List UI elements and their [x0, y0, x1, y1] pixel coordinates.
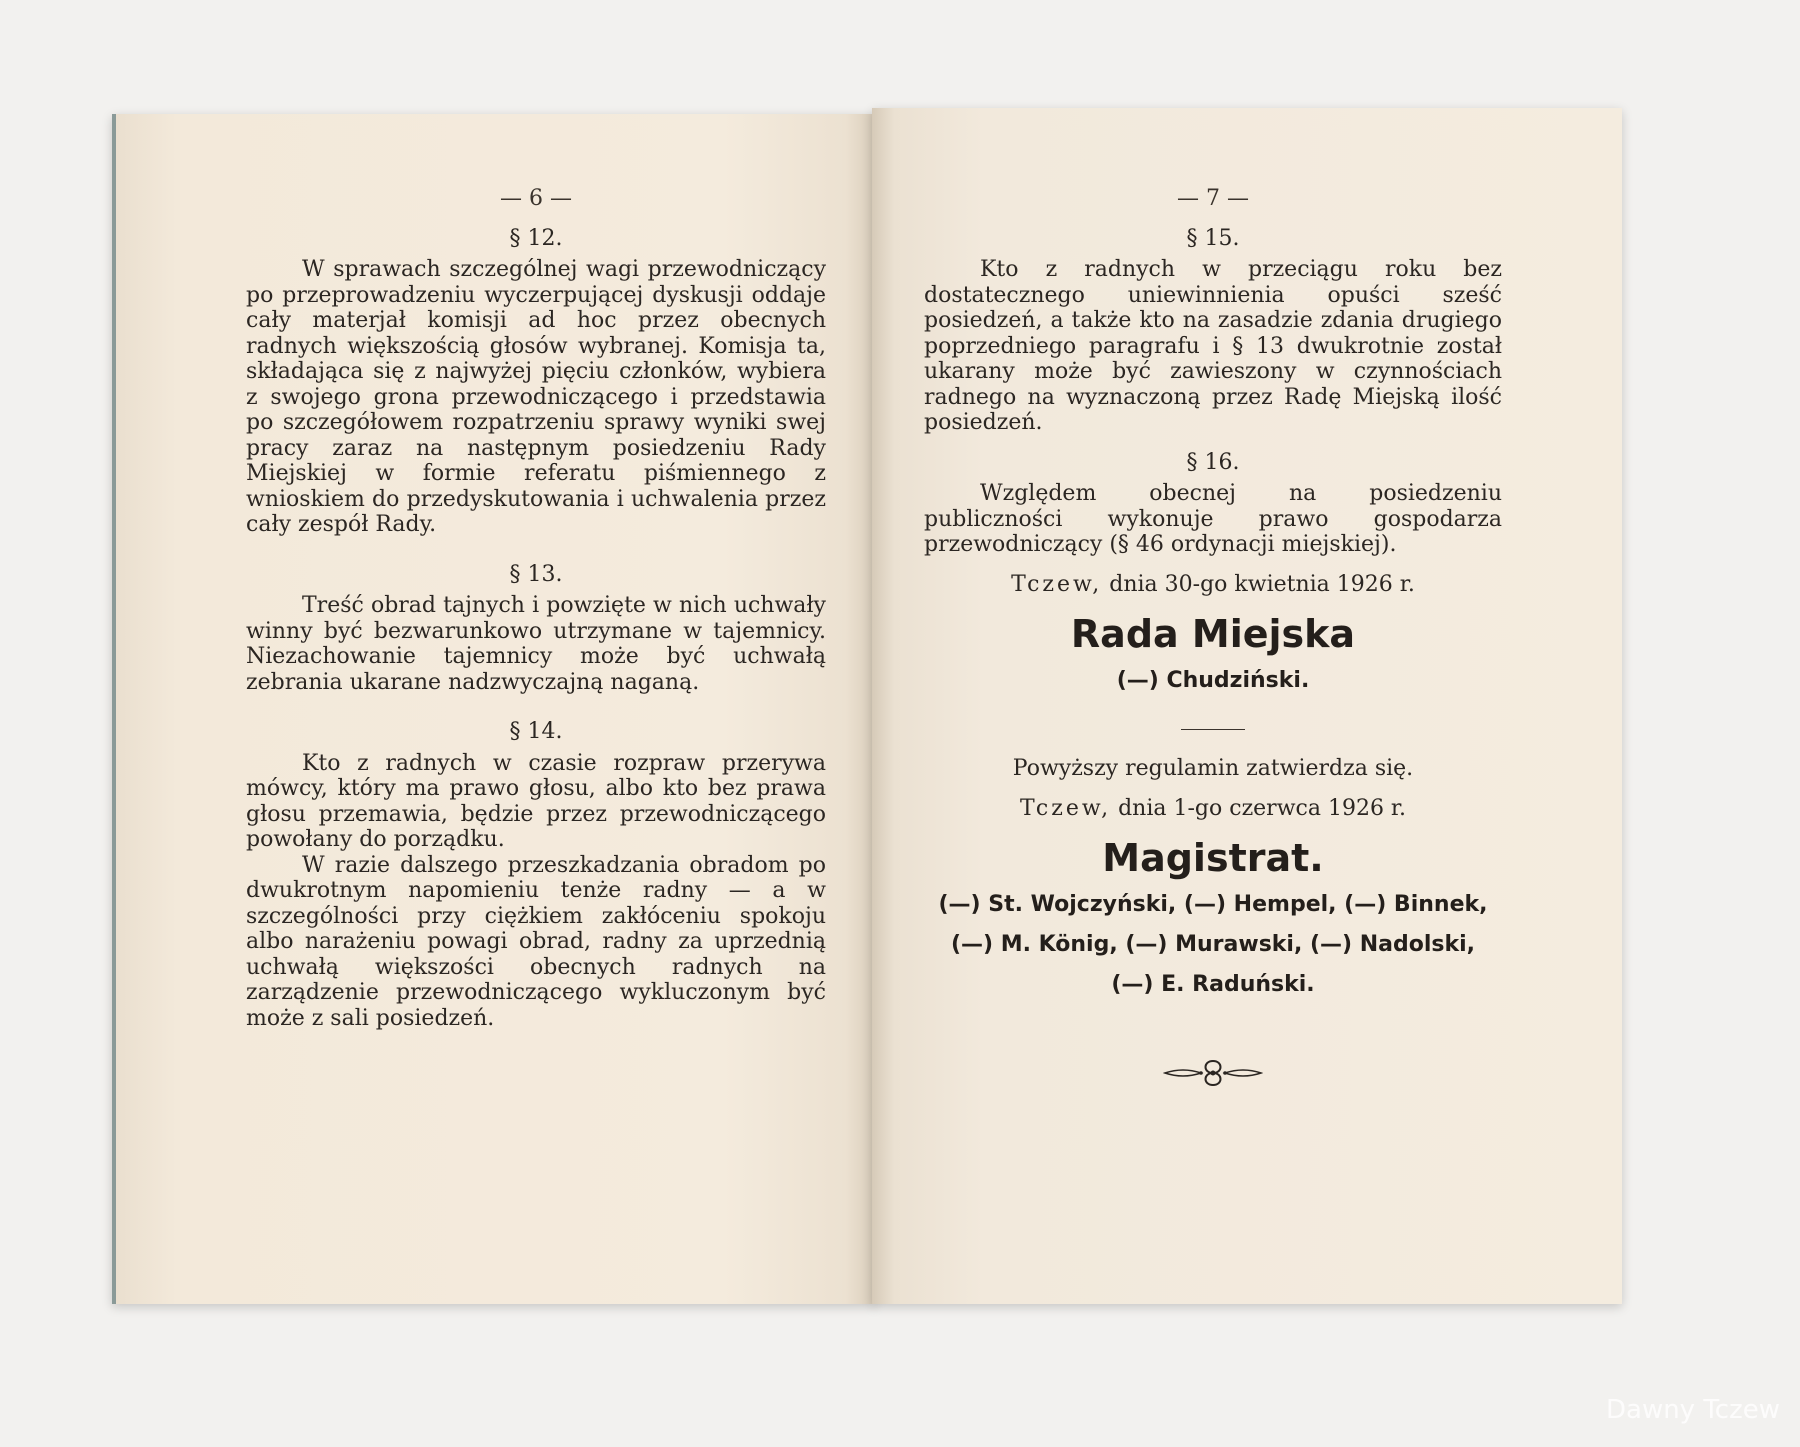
section-heading-14: § 14. [509, 719, 563, 744]
right-page-text [924, 186, 1502, 1091]
signatory-title-magistrat: Magistrat. [1102, 836, 1324, 880]
page-number-left: — 6 — [500, 186, 572, 211]
paragraph-16: Względem obecnej na posiedzeniu publiczności wykonuje prawo gospodarza przewodniczący (§ 46 ordynacji miejskiej). [924, 481, 1502, 557]
right-page [872, 108, 1622, 1304]
left-page-text [246, 186, 826, 1031]
signatory-title-rada: Rada Miejska [1070, 612, 1356, 656]
date-1-place: Tczew, [1011, 571, 1103, 597]
approval-line: Powyższy regulamin zatwierdza się. [1012, 756, 1414, 781]
signatory-names-magistrat-line-3: (—) E. Raduński. [1111, 972, 1315, 997]
divider-rule [1181, 729, 1245, 730]
paragraph-14a: Kto z radnych w czasie rozpraw przerywa mówcy, który ma prawo głosu, albo kto bez prawa głosu przemawia, będzie przez przewodniczącego powołany do porządku. [246, 750, 826, 852]
date-2-place: Tczew, [1019, 795, 1112, 821]
section-heading-12: § 12. [509, 225, 563, 251]
date-line-2 [924, 796, 1502, 822]
paragraph-15: Kto z radnych w przeciągu roku bez dostatecznego uniewinnienia opuści sześć posiedzeń, a także kto na zasadzie zdania drugiego poprzedniego paragrafu i § 13 dwukrotnie został ukarany może być zawieszony w czynnościach radnego na wyznaczoną przez Radę Miejską ilość posiedzeń. [924, 257, 1502, 435]
date-line-1 [924, 572, 1502, 598]
section-heading-16: § 16. [1186, 449, 1240, 475]
signatory-names-magistrat-line-2: (—) M. König, (—) Murawski, (—) Nadolski, [950, 932, 1476, 957]
paragraph-12: W sprawach szczególnej wagi przewodniczący po przeprowadzeniu wyczerpującej dyskusji oddaje cały materjał komisji ad hoc przez obecnych radnych większością głosów wybranej. Komisja ta, składająca się z najwyżej pięciu członków, wybiera z swojego grona przewodniczącego i przedstawia po szczegółowem rozpatrzeniu sprawy wyniki swej pracy zaraz na następnym posiedzeniu Rady Miejskiej w formie referatu piśmiennego z wnioskiem do przedyskutowania i uchwalenia przez cały zespół Rady. [246, 257, 826, 537]
left-page [112, 114, 876, 1304]
section-heading-15: § 15. [1186, 225, 1240, 251]
ornament-flourish-icon [1163, 1055, 1263, 1091]
signatory-names-rada: (—) Chudziński. [1116, 668, 1310, 693]
paragraph-14b: W razie dalszego przeszkadzania obradom po dwukrotnym napomieniu tenże radny — a w szczególności przy ciężkiem zakłóceniu spokoju albo narażeniu powagi obrad, radny za uprzednią uchwałą większości obecnych radnych na zarządzenie przewodniczącego wykluczonym być może z sali posiedzeń. [246, 852, 826, 1031]
booklet-spread [112, 114, 1622, 1304]
paragraph-13: Treść obrad tajnych i powzięte w nich uchwały winny być bezwarunkowo utrzymane w tajemnicy. Niezachowanie tajemnicy może być uchwałą zebrania ukarane nadzwyczajną naganą. [246, 593, 826, 695]
signatory-names-magistrat-line-1: (—) St. Wojczyński, (—) Hempel, (—) Binnek, [938, 892, 1488, 917]
date-2-rest: dnia 1-go czerwca 1926 r. [1118, 795, 1407, 821]
date-1-rest: dnia 30-go kwietnia 1926 r. [1109, 571, 1415, 597]
page-number-right: — 7 — [1177, 186, 1249, 211]
section-heading-13: § 13. [509, 561, 563, 587]
watermark: Dawny Tczew [1605, 1395, 1780, 1425]
